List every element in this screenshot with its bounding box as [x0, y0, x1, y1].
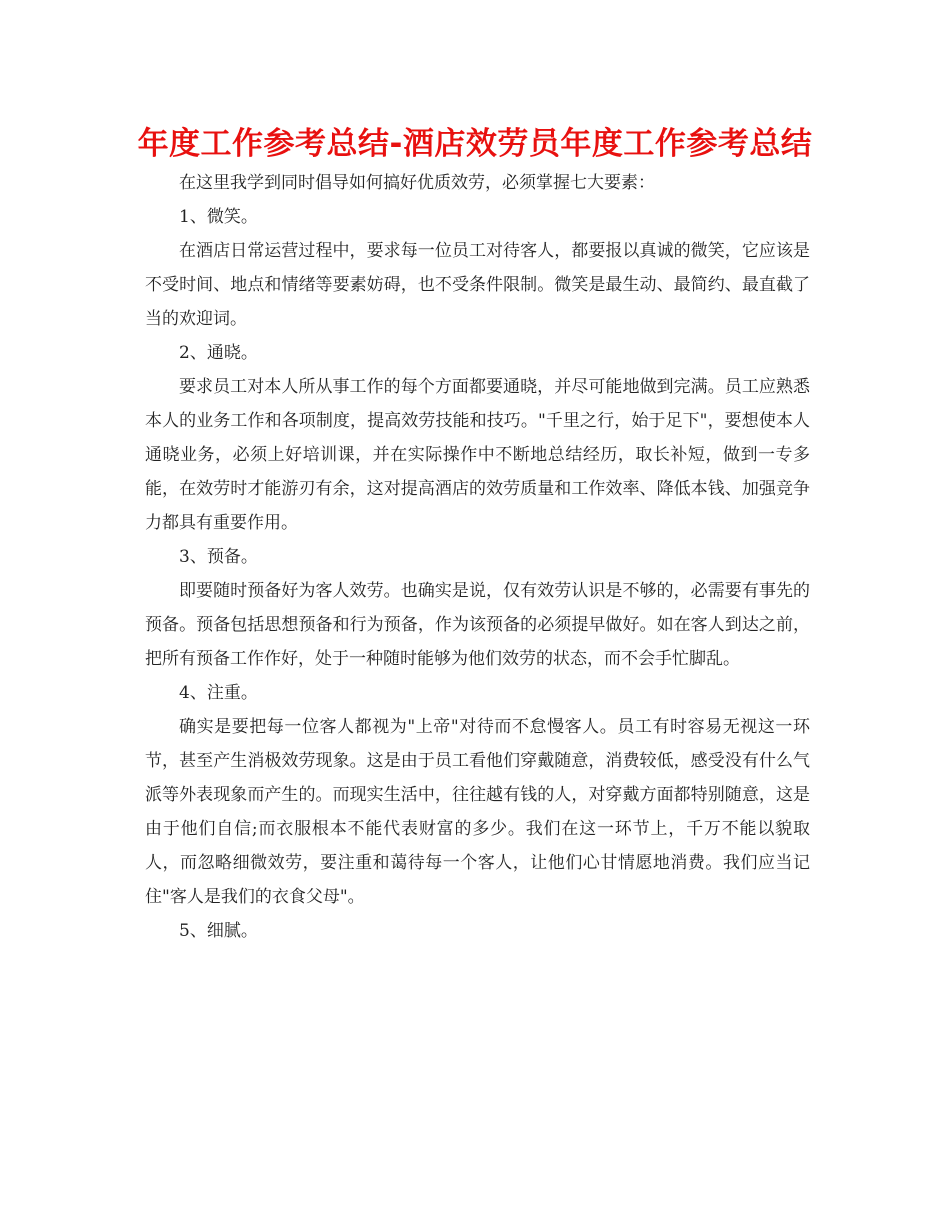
- paragraph-proficiency: 要求员工对本人所从事工作的每个方面都要通晓，并尽可能地做到完满。员工应熟悉本人的业务工作和各项制度，提高效劳技能和技巧。"千里之行，始于足下"，要想使本人通晓业务，必须上好培训课，并在实际操作中不断地总结经历，取长补短，做到一专多能，在效劳时才能游刃有余，这对提高酒店的效劳质量和工作效率、降低本钱、加强竞争力都具有重要作用。: [145, 377, 810, 533]
- section-heading-preparation: 3、预备。: [179, 547, 258, 567]
- section-heading-attentiveness: 5、细腻。: [179, 921, 258, 941]
- paragraph-smile: 在酒店日常运营过程中，要求每一位员工对待客人，都要报以真诚的微笑，它应该是不受时间、地点和情绪等要素妨碍，也不受条件限制。微笑是最生动、最简约、最直截了当的欢迎词。: [145, 241, 810, 329]
- document-body: [145, 166, 810, 948]
- paragraph-preparation: 即要随时预备好为客人效劳。也确实是说，仅有效劳认识是不够的，必需要有事先的预备。预备包括思想预备和行为预备，作为该预备的必须提早做好。如在客人到达之前，把所有预备工作作好，处于一种随时能够为他们效劳的状态，而不会手忙脚乱。: [145, 581, 810, 669]
- section-heading-proficiency: 2、通晓。: [179, 343, 258, 363]
- section-heading-respect: 4、注重。: [179, 683, 258, 703]
- paragraph-respect: 确实是要把每一位客人都视为"上帝"对待而不怠慢客人。员工有时容易无视这一环节，甚至产生消极效劳现象。这是由于员工看他们穿戴随意，消费较低，感受没有什么气派等外表现象而产生的。而现实生活中，往往越有钱的人，对穿戴方面都特别随意，这是由于他们自信;而衣服根本不能代表财富的多少。我们在这一环节上，千万不能以貌取人，而忽略细微效劳，要注重和蔼待每一个客人，让他们心甘情愿地消费。我们应当记住"客人是我们的衣食父母"。: [145, 717, 810, 907]
- section-heading-smile: 1、微笑。: [179, 207, 258, 227]
- paragraph-intro: 在这里我学到同时倡导如何搞好优质效劳，必须掌握七大要素：: [179, 173, 655, 193]
- document-title: 年度工作参考总结-酒店效劳员年度工作参考总结: [137, 126, 813, 162]
